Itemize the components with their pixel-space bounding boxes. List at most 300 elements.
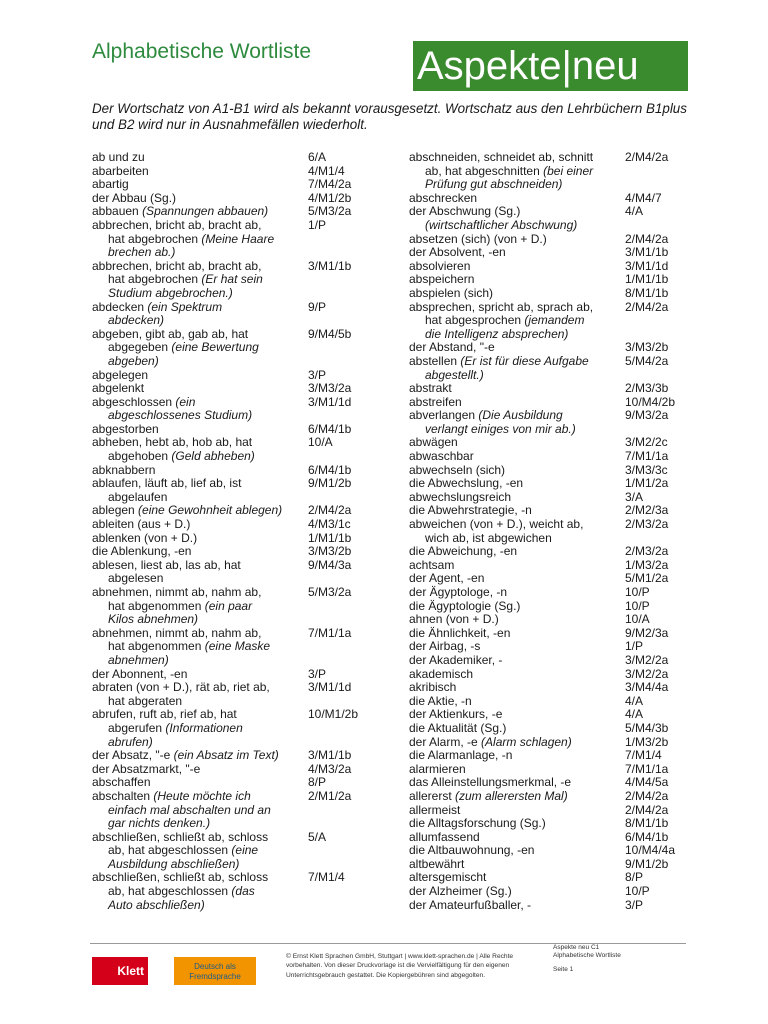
word-line bbox=[92, 219, 306, 233]
word-reference: 3/M2/2a bbox=[625, 652, 669, 667]
word-example: abgeben) bbox=[108, 353, 159, 368]
word-line bbox=[92, 736, 306, 750]
word-line bbox=[92, 844, 306, 858]
word-reference: 1/M3/2b bbox=[625, 734, 669, 749]
word-text bbox=[92, 436, 306, 463]
word-lemma: abdecken bbox=[92, 299, 148, 314]
klett-logo: Klett bbox=[92, 957, 148, 985]
word-lemma: wich ab, ist abgewichen bbox=[425, 530, 552, 545]
word-text bbox=[409, 831, 623, 845]
word-line bbox=[409, 776, 623, 790]
word-entry bbox=[92, 871, 410, 912]
word-entry bbox=[409, 871, 727, 885]
word-text bbox=[409, 477, 623, 491]
word-reference: 3/M2/2a bbox=[625, 666, 669, 681]
word-line bbox=[409, 627, 623, 641]
word-line bbox=[409, 518, 623, 532]
word-line bbox=[92, 640, 306, 654]
word-example: (Die Ausbildung bbox=[478, 408, 563, 423]
word-text bbox=[92, 627, 306, 668]
word-text bbox=[409, 518, 623, 545]
word-example: abgeschlossenes Studium) bbox=[108, 408, 253, 423]
word-line bbox=[409, 763, 623, 777]
word-text bbox=[92, 532, 306, 546]
word-line bbox=[92, 790, 306, 804]
word-line bbox=[92, 722, 306, 736]
word-entry bbox=[92, 260, 410, 301]
page-title: Alphabetische Wortliste bbox=[92, 40, 312, 63]
word-line bbox=[92, 450, 306, 464]
word-text bbox=[409, 736, 623, 750]
word-lemma: abbrechen, bricht ab, bracht ab, bbox=[92, 258, 262, 273]
word-lemma: die Abwehrstrategie, -n bbox=[409, 503, 532, 518]
word-reference: 1/M1/2a bbox=[625, 476, 669, 491]
word-entry bbox=[92, 518, 410, 532]
footer-meta bbox=[553, 944, 621, 960]
word-lemma: abbrechen, bricht ab, bracht ab, bbox=[92, 217, 262, 232]
word-entry bbox=[409, 831, 727, 845]
word-example: abrufen) bbox=[108, 734, 153, 749]
word-reference: 3/M3/2b bbox=[308, 544, 352, 559]
word-line bbox=[409, 273, 623, 287]
word-example: Kilos abnehmen) bbox=[108, 612, 199, 627]
word-line bbox=[409, 504, 623, 518]
word-text bbox=[409, 804, 623, 818]
word-line bbox=[409, 192, 623, 206]
word-lemma: der Agent, -en bbox=[409, 571, 485, 586]
word-reference: 6/M4/1b bbox=[625, 829, 669, 844]
word-lemma: abspielen (sich) bbox=[409, 285, 494, 300]
word-text bbox=[409, 790, 623, 804]
word-line bbox=[92, 695, 306, 709]
word-line bbox=[92, 545, 306, 559]
word-reference: 5/A bbox=[308, 829, 327, 844]
word-lemma: hat abgenommen bbox=[108, 639, 205, 654]
word-text bbox=[409, 776, 623, 790]
word-text bbox=[409, 668, 623, 682]
word-reference: 2/M1/2a bbox=[308, 788, 352, 803]
word-lemma: abgelenkt bbox=[92, 381, 145, 396]
word-text bbox=[409, 396, 623, 410]
word-reference: 9/M1/2b bbox=[308, 476, 352, 491]
word-line bbox=[92, 899, 306, 913]
word-reference: 7/M1/1a bbox=[625, 761, 669, 776]
word-lemma: abgeben, gibt ab, gab ab, hat bbox=[92, 326, 249, 341]
word-entry bbox=[92, 504, 410, 518]
word-entry bbox=[409, 504, 727, 518]
word-line bbox=[92, 328, 306, 342]
page-number: Seite 1 bbox=[553, 966, 574, 973]
word-reference: 10/A bbox=[625, 612, 650, 627]
word-line bbox=[409, 423, 623, 437]
word-line bbox=[92, 436, 306, 450]
word-reference: 10/M1/2b bbox=[308, 707, 359, 722]
word-entry bbox=[409, 722, 727, 736]
word-lemma: hat abgebrochen bbox=[108, 272, 202, 287]
word-entry bbox=[409, 708, 727, 722]
word-entry bbox=[409, 233, 727, 247]
word-line bbox=[409, 681, 623, 695]
word-text bbox=[92, 518, 306, 532]
word-lemma: hat abgenommen bbox=[108, 598, 205, 613]
word-lemma: abgelegen bbox=[92, 367, 149, 382]
word-line bbox=[409, 328, 623, 342]
word-line bbox=[409, 260, 623, 274]
word-text bbox=[92, 165, 306, 179]
word-text bbox=[92, 559, 306, 586]
word-lemma: abstrakt bbox=[409, 381, 452, 396]
word-entry bbox=[92, 382, 410, 396]
word-line bbox=[409, 708, 623, 722]
word-text bbox=[409, 817, 623, 831]
word-reference: 4/A bbox=[625, 693, 644, 708]
word-text bbox=[92, 776, 306, 790]
word-entry bbox=[92, 586, 410, 627]
word-entry bbox=[92, 205, 410, 219]
word-entry bbox=[409, 627, 727, 641]
word-column-right bbox=[409, 151, 727, 912]
word-text bbox=[409, 858, 623, 872]
word-entry bbox=[92, 545, 410, 559]
word-entry bbox=[409, 817, 727, 831]
word-line bbox=[92, 763, 306, 777]
word-reference: 3/M2/2c bbox=[625, 435, 668, 450]
word-text bbox=[409, 681, 623, 695]
word-entry bbox=[92, 165, 410, 179]
word-lemma: ab, hat abgeschlossen bbox=[108, 843, 232, 858]
word-text bbox=[409, 301, 623, 342]
word-entry bbox=[409, 804, 727, 818]
word-reference: 4/M1/4 bbox=[308, 163, 345, 178]
word-line bbox=[92, 355, 306, 369]
word-lemma: abgeschlossen bbox=[92, 394, 176, 409]
word-entry bbox=[409, 640, 727, 654]
word-lemma: die Aktie, -n bbox=[409, 693, 472, 708]
word-lemma: abgegeben bbox=[108, 340, 172, 355]
word-text bbox=[92, 369, 306, 383]
word-text bbox=[92, 763, 306, 777]
word-lemma: die Altbauwohnung, -en bbox=[409, 843, 535, 858]
word-reference: 2/M4/2a bbox=[625, 231, 669, 246]
word-lemma: abbauen bbox=[92, 204, 143, 219]
word-text bbox=[409, 559, 623, 573]
daf-logo: Deutsch als Fremdsprache bbox=[174, 957, 256, 985]
word-entry bbox=[92, 192, 410, 206]
word-line bbox=[92, 477, 306, 491]
word-lemma: abgehoben bbox=[108, 449, 172, 464]
word-line bbox=[92, 205, 306, 219]
word-entry bbox=[409, 695, 727, 709]
word-entry bbox=[409, 668, 727, 682]
word-example: abnehmen) bbox=[108, 652, 169, 667]
word-reference: 3/P bbox=[625, 897, 644, 912]
word-lemma: der Ägyptologe, -n bbox=[409, 585, 508, 599]
word-example: (eine Maske bbox=[204, 639, 271, 654]
word-lemma: abwechseln (sich) bbox=[409, 462, 506, 477]
word-line bbox=[92, 831, 306, 845]
word-lemma: ablegen bbox=[92, 503, 139, 518]
word-line bbox=[409, 341, 623, 355]
word-example: (jemandem bbox=[524, 313, 585, 328]
word-line bbox=[92, 273, 306, 287]
word-line bbox=[409, 369, 623, 383]
word-reference: 3/M1/1d bbox=[308, 680, 352, 695]
word-entry bbox=[409, 260, 727, 274]
word-reference: 9/M4/5b bbox=[308, 326, 352, 341]
word-text bbox=[92, 586, 306, 627]
word-line bbox=[92, 654, 306, 668]
word-reference: 3/M1/1d bbox=[308, 394, 352, 409]
word-text bbox=[92, 504, 306, 518]
word-lemma: absprechen, spricht ab, sprach ab, bbox=[409, 299, 594, 314]
word-lemma: abwägen bbox=[409, 435, 458, 450]
word-line bbox=[92, 260, 306, 274]
word-lemma: abgestorben bbox=[92, 421, 159, 436]
word-entry bbox=[409, 790, 727, 804]
word-lemma: ab, hat abgeschnitten bbox=[425, 163, 544, 178]
word-lemma: altersgemischt bbox=[409, 870, 487, 885]
word-line bbox=[92, 586, 306, 600]
word-lemma: abschließen, schließt ab, schloss bbox=[92, 829, 269, 844]
word-line bbox=[92, 871, 306, 885]
word-lemma: der Abonnent, -en bbox=[92, 666, 188, 681]
word-lemma: abstreifen bbox=[409, 394, 462, 409]
word-line bbox=[92, 165, 306, 179]
word-text bbox=[409, 273, 623, 287]
word-line bbox=[409, 736, 623, 750]
word-reference: 6/M4/1b bbox=[308, 462, 352, 477]
word-line bbox=[92, 491, 306, 505]
word-reference: 7/M1/1a bbox=[625, 449, 669, 464]
word-example: (ein Absatz im Text) bbox=[173, 748, 279, 763]
word-line bbox=[409, 572, 623, 586]
word-line bbox=[409, 749, 623, 763]
word-lemma: der Amateurfußballer, - bbox=[409, 897, 532, 912]
word-text bbox=[92, 831, 306, 872]
word-column-left bbox=[92, 151, 410, 912]
word-lemma: abwaschbar bbox=[409, 449, 474, 464]
word-line bbox=[409, 219, 623, 233]
word-line bbox=[92, 246, 306, 260]
word-line bbox=[409, 355, 623, 369]
word-text bbox=[92, 871, 306, 912]
word-line bbox=[92, 885, 306, 899]
word-lemma: die Alltagsforschung (Sg.) bbox=[409, 816, 546, 831]
word-line bbox=[92, 613, 306, 627]
word-line bbox=[92, 681, 306, 695]
word-text bbox=[92, 178, 306, 192]
word-reference: 8/M1/1b bbox=[625, 816, 669, 831]
word-lemma: der Alarm, -e bbox=[409, 734, 482, 749]
word-line bbox=[409, 532, 623, 546]
word-entry bbox=[409, 287, 727, 301]
word-lemma: alarmieren bbox=[409, 761, 466, 776]
word-line bbox=[92, 409, 306, 423]
word-text bbox=[92, 749, 306, 763]
word-line bbox=[92, 423, 306, 437]
word-line bbox=[409, 396, 623, 410]
word-example: (eine Bewertung bbox=[171, 340, 259, 355]
word-text bbox=[409, 871, 623, 885]
word-lemma: abknabbern bbox=[92, 462, 156, 477]
word-text bbox=[92, 151, 306, 165]
word-reference: 7/M4/2a bbox=[308, 177, 352, 192]
word-lemma: abschneiden, schneidet ab, schnitt bbox=[409, 150, 594, 164]
word-reference: 9/M2/3a bbox=[625, 625, 669, 640]
word-example: gar nichts denken.) bbox=[108, 816, 211, 831]
word-lemma: abheben, hebt ab, hob ab, hat bbox=[92, 435, 253, 450]
word-line bbox=[409, 436, 623, 450]
word-text bbox=[409, 613, 623, 627]
word-text bbox=[92, 545, 306, 559]
word-text bbox=[409, 844, 623, 858]
word-entry bbox=[92, 464, 410, 478]
word-line bbox=[409, 545, 623, 559]
word-example: (Informationen bbox=[165, 720, 243, 735]
word-entry bbox=[409, 205, 727, 232]
word-text bbox=[409, 409, 623, 436]
word-example: (ein paar bbox=[204, 598, 253, 613]
word-reference: 10/P bbox=[625, 585, 650, 599]
word-example: (Er ist für diese Aufgabe bbox=[460, 353, 589, 368]
word-example: (Geld abheben) bbox=[171, 449, 255, 464]
word-entry bbox=[409, 151, 727, 192]
word-reference: 3/M3/2a bbox=[308, 381, 352, 396]
word-reference: 9/P bbox=[308, 299, 327, 314]
word-example: brechen ab.) bbox=[108, 245, 176, 260]
word-line bbox=[92, 464, 306, 478]
word-line bbox=[92, 341, 306, 355]
word-reference: 6/A bbox=[308, 150, 327, 164]
word-lemma: abschalten bbox=[92, 788, 154, 803]
word-line bbox=[409, 301, 623, 315]
word-example: abdecken) bbox=[108, 313, 165, 328]
word-text bbox=[92, 396, 306, 423]
word-lemma: abgelaufen bbox=[108, 489, 168, 504]
word-line bbox=[92, 192, 306, 206]
word-line bbox=[409, 559, 623, 573]
word-lemma: abrufen, ruft ab, rief ab, hat bbox=[92, 707, 237, 722]
word-line bbox=[92, 858, 306, 872]
word-reference: 3/A bbox=[625, 489, 644, 504]
word-reference: 3/P bbox=[308, 367, 327, 382]
word-entry bbox=[409, 246, 727, 260]
word-line bbox=[92, 708, 306, 722]
word-line bbox=[409, 790, 623, 804]
word-lemma: der Alzheimer (Sg.) bbox=[409, 884, 512, 899]
word-reference: 4/M1/2b bbox=[308, 190, 352, 205]
word-entry bbox=[92, 369, 410, 383]
word-entry bbox=[409, 844, 727, 858]
word-line bbox=[409, 287, 623, 301]
word-text bbox=[92, 328, 306, 369]
word-reference: 1/M3/2a bbox=[625, 557, 669, 572]
word-line bbox=[409, 178, 623, 192]
word-reference: 5/M1/2a bbox=[625, 571, 669, 586]
word-reference: 9/M3/2a bbox=[625, 408, 669, 423]
word-text bbox=[409, 572, 623, 586]
word-entry bbox=[92, 681, 410, 708]
word-line bbox=[92, 287, 306, 301]
word-lemma: abraten (von + D.), rät ab, riet ab, bbox=[92, 680, 270, 695]
word-lemma: allermeist bbox=[409, 802, 461, 817]
word-line bbox=[409, 382, 623, 396]
intro-text: Der Wortschatz von A1-B1 wird als bekannt vorausgesetzt. Wortschatz aus den Lehrbüchern B1plus und B2 wird nur in Ausnahmefällen wiederholt. bbox=[92, 101, 687, 132]
word-line bbox=[409, 205, 623, 219]
word-line bbox=[409, 654, 623, 668]
word-reference: 4/A bbox=[625, 204, 644, 219]
word-reference: 4/M4/7 bbox=[625, 190, 662, 205]
word-reference: 2/M4/2a bbox=[308, 503, 352, 518]
word-text bbox=[409, 600, 623, 614]
word-text bbox=[92, 382, 306, 396]
word-example: (ein Spektrum bbox=[147, 299, 223, 314]
word-line bbox=[409, 409, 623, 423]
word-text bbox=[409, 491, 623, 505]
word-entry bbox=[409, 681, 727, 695]
word-example: Prüfung gut abschneiden) bbox=[425, 177, 563, 192]
word-entry bbox=[92, 749, 410, 763]
word-reference: 5/M4/2a bbox=[625, 353, 669, 368]
word-text bbox=[409, 205, 623, 232]
word-line bbox=[92, 504, 306, 518]
word-text bbox=[409, 287, 623, 301]
word-entry bbox=[409, 545, 727, 559]
word-reference: 2/M2/3a bbox=[625, 503, 669, 518]
word-lemma: der Absatz, "-e bbox=[92, 748, 174, 763]
word-entry bbox=[92, 178, 410, 192]
word-lemma: allumfassend bbox=[409, 829, 480, 844]
word-line bbox=[92, 776, 306, 790]
word-entry bbox=[409, 749, 727, 763]
word-entry bbox=[92, 559, 410, 586]
word-line bbox=[92, 572, 306, 586]
word-line bbox=[409, 600, 623, 614]
word-line bbox=[92, 749, 306, 763]
word-reference: 3/M1/1b bbox=[308, 258, 352, 273]
word-lemma: die Ähnlichkeit, -en bbox=[409, 625, 511, 640]
word-line bbox=[409, 450, 623, 464]
word-entry bbox=[92, 477, 410, 504]
word-reference: 7/M1/4 bbox=[308, 870, 345, 885]
word-text bbox=[409, 464, 623, 478]
word-text bbox=[409, 885, 623, 899]
word-entry bbox=[409, 763, 727, 777]
word-lemma: absetzen (sich) (von + D.) bbox=[409, 231, 547, 246]
word-reference: 8/M1/1b bbox=[625, 285, 669, 300]
word-example: (eine bbox=[231, 843, 259, 858]
word-line bbox=[92, 817, 306, 831]
word-entry bbox=[409, 436, 727, 450]
word-reference: 8/P bbox=[308, 775, 327, 790]
word-example: (ein bbox=[175, 394, 196, 409]
word-lemma: der Airbag, -s bbox=[409, 639, 481, 654]
aspekte-logo: Aspekte|neu bbox=[413, 41, 688, 91]
word-lemma: abnehmen, nimmt ab, nahm ab, bbox=[92, 585, 262, 599]
word-line bbox=[92, 668, 306, 682]
word-line bbox=[409, 491, 623, 505]
word-lemma: abweichen (von + D.), weicht ab, bbox=[409, 517, 584, 532]
word-entry bbox=[409, 355, 727, 382]
word-line bbox=[409, 165, 623, 179]
word-lemma: hat abgebrochen bbox=[108, 231, 202, 246]
word-entry bbox=[92, 763, 410, 777]
word-reference: 6/M4/1b bbox=[308, 421, 352, 436]
word-entry bbox=[409, 192, 727, 206]
word-text bbox=[409, 341, 623, 355]
word-reference: 1/P bbox=[308, 217, 327, 232]
word-line bbox=[409, 640, 623, 654]
